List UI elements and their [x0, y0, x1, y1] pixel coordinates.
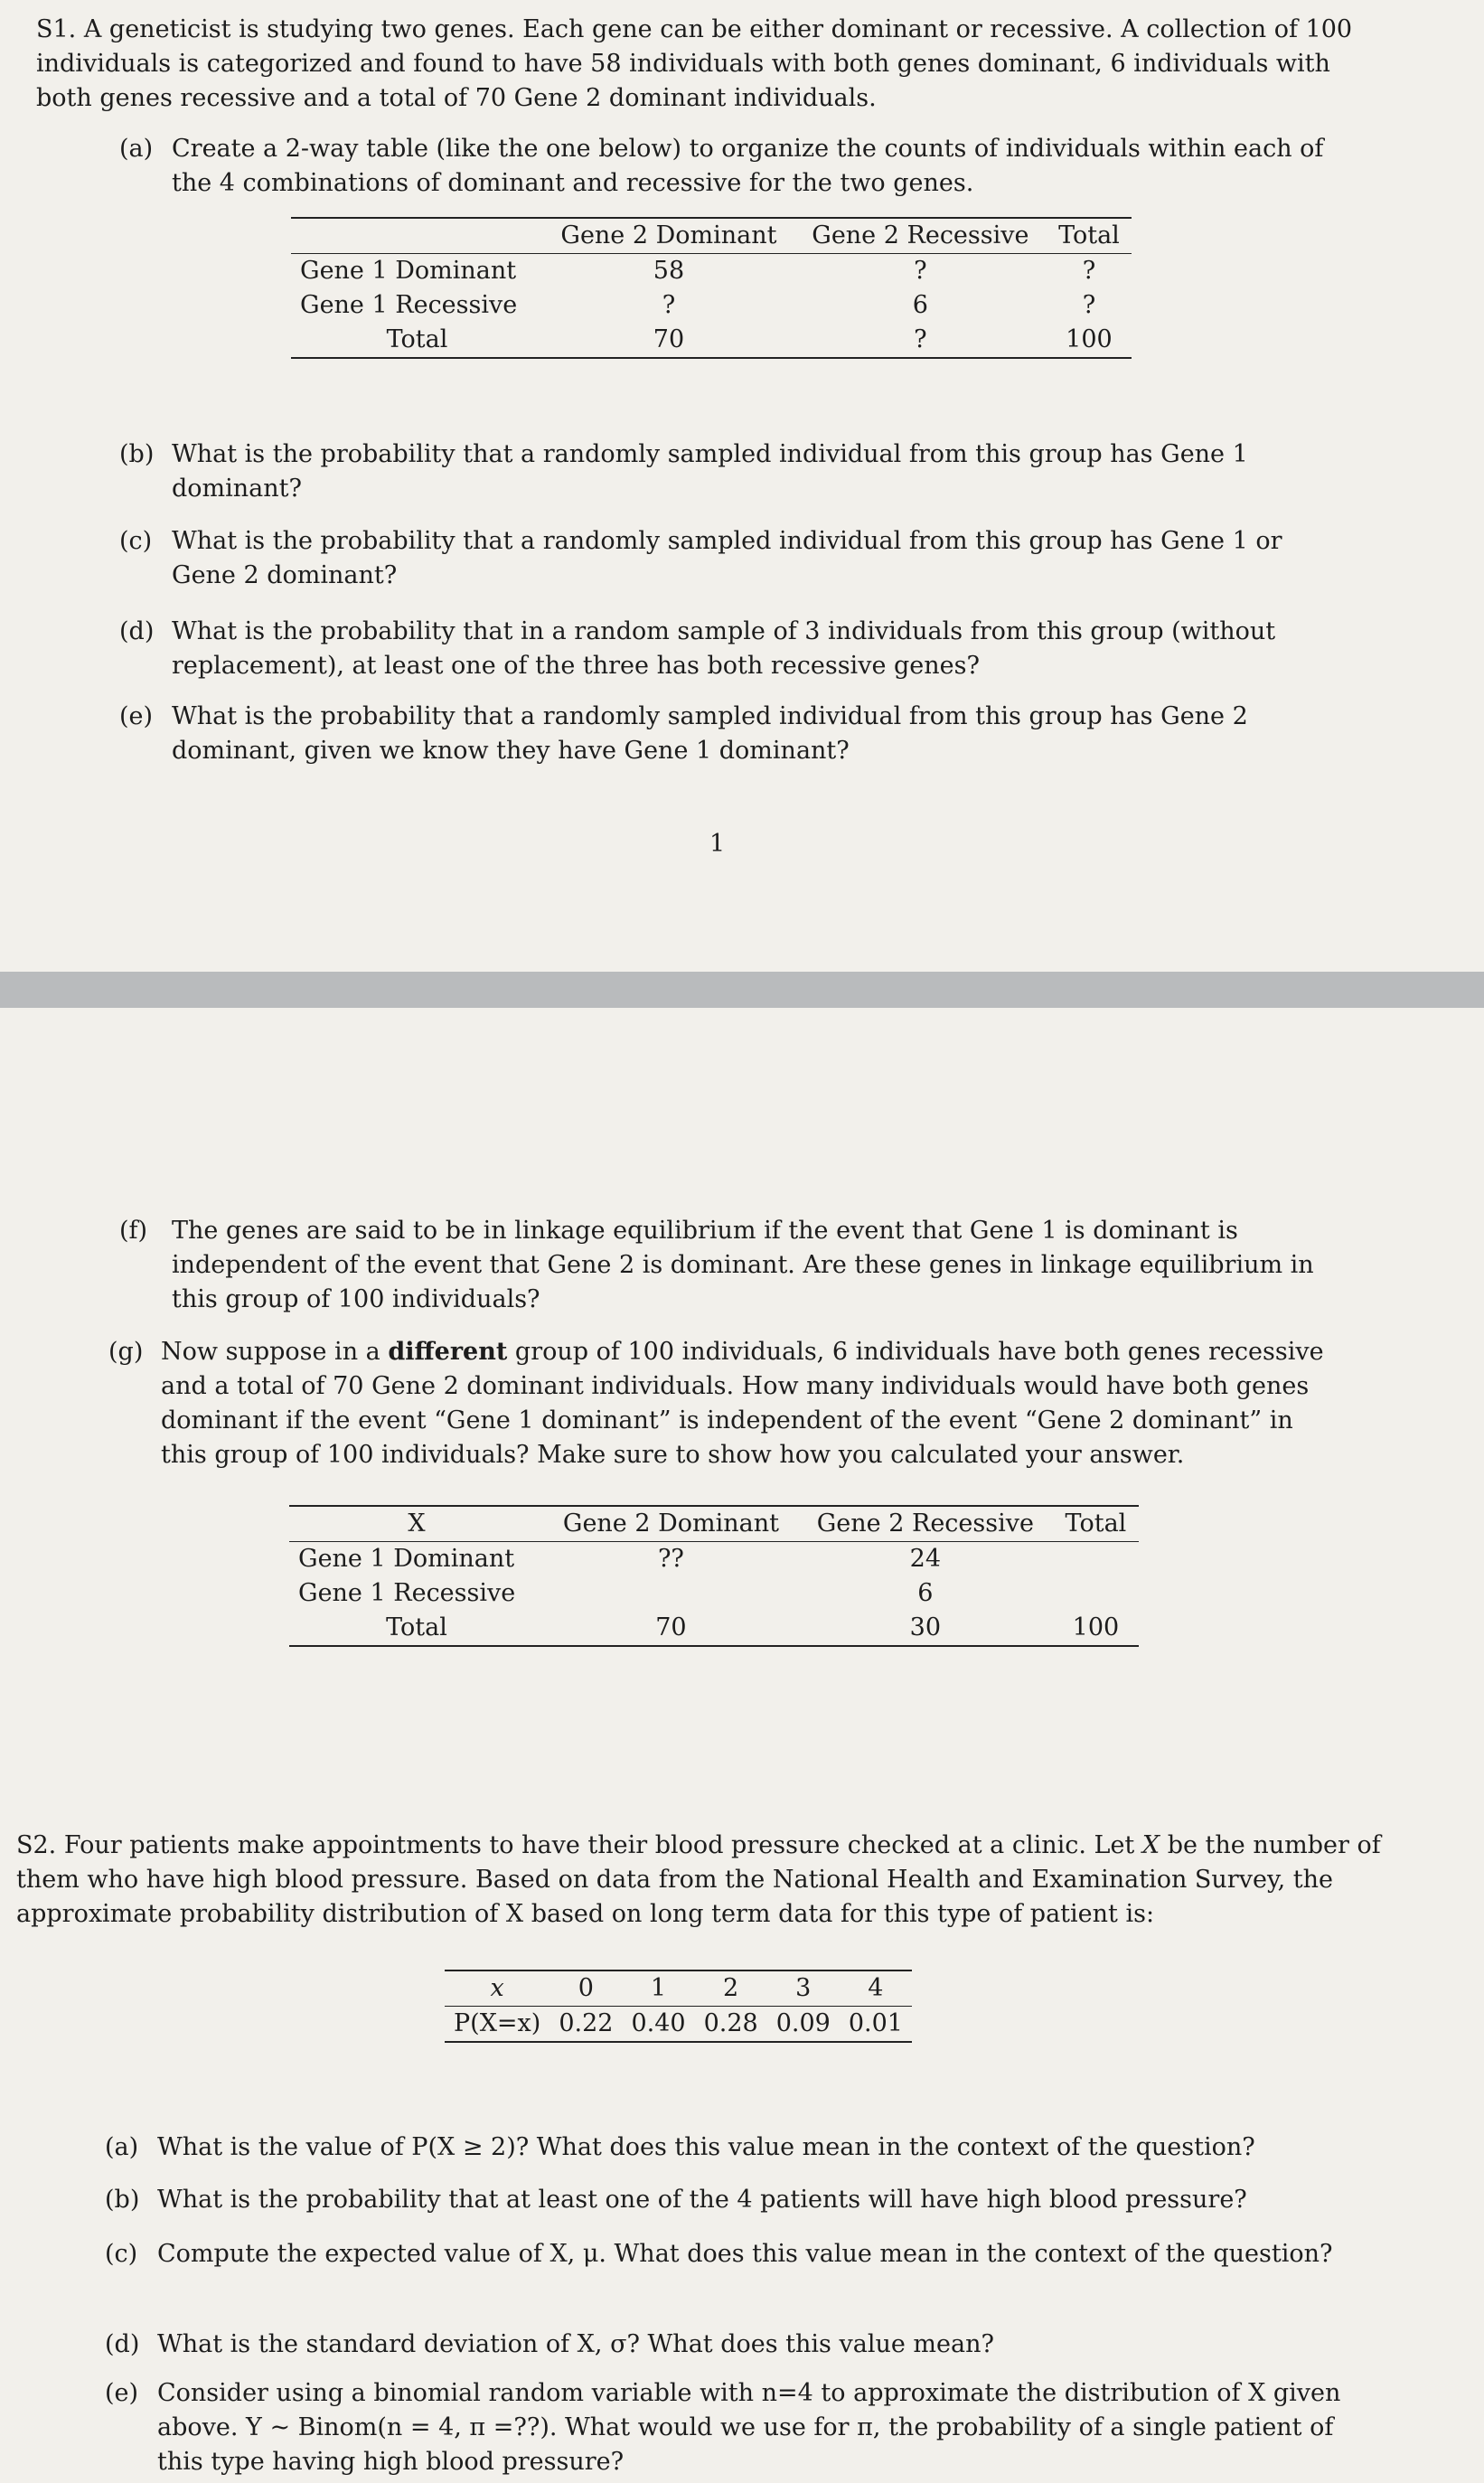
part-text: What is the probability that in a random sample of 3 individuals from this group (without replacement), at least one of the three has both recessive genes?: [172, 617, 1276, 680]
part-text: What is the probability that at least one of the 4 patients will have high blood pressure?: [157, 2186, 1247, 2214]
table-cell: ?: [914, 325, 927, 353]
table-header: Gene 2 Recessive: [812, 221, 1029, 249]
table-cell: 2: [723, 1974, 739, 2002]
part-label: (e): [105, 2379, 139, 2407]
part-text: The genes are said to be in linkage equilibrium if the event that Gene 1 is dominant is independent of the event that Gene 2 is dominant. Are these genes in linkage equilibrium in this group of 100 individuals?: [172, 1217, 1314, 1313]
table-cell: 6: [917, 1579, 934, 1607]
table-row: [289, 1542, 1139, 1577]
s1-part-g: [108, 1335, 1330, 1472]
table-row: [291, 254, 1132, 289]
table-cell: 24: [909, 1545, 942, 1573]
part-label: (g): [108, 1338, 144, 1366]
s1-part-d: [119, 615, 1330, 683]
table-cell: 0: [578, 1974, 594, 2002]
table-row: [291, 288, 1132, 323]
page-number: 1: [709, 830, 726, 858]
distribution-table: [445, 1970, 912, 2043]
s1-stem: S1. A geneticist is studying two genes. Each gene can be either dominant or recessive. A collection of 100 individuals is categorized and found to have 58 individuals with both genes dominant, 6 individuals with both genes recessive and a total of 70 Gene 2 dominant individuals.: [36, 15, 1353, 112]
part-label: (a): [105, 2133, 139, 2161]
table-cell: 100: [1066, 325, 1113, 353]
s2-part-c: [105, 2237, 1352, 2271]
part-text: What is the probability that a randomly sampled individual from this group has Gene 2 dominant, given we know they have Gene 1 dominant?: [172, 702, 1248, 765]
part-label: (f): [119, 1217, 148, 1245]
two-way-table-1: [291, 217, 1132, 359]
table-row: [289, 1576, 1139, 1611]
table-header: Gene 2 Dominant: [562, 1510, 779, 1538]
table-cell: ?: [662, 291, 676, 319]
row-label: Gene 1 Dominant: [298, 1545, 515, 1573]
table-row: [445, 2007, 912, 2043]
part-text: What is the standard deviation of X, σ? What does this value mean?: [157, 2330, 994, 2358]
table-cell: ??: [657, 1545, 684, 1573]
table-cell: 4: [868, 1974, 884, 2002]
part-text: What is the value of P(X ≥ 2)? What does this value mean in the context of the question?: [157, 2133, 1255, 2161]
part-text: Consider using a binomial random variable with n=4 to approximate the distribution of X given above. Y ~ Binom(n = 4, π =??). What would we use for π, the probability of a single patient of this type having high blood pressure?: [157, 2379, 1341, 2476]
row-label: Gene 1 Recessive: [298, 1579, 516, 1607]
page-two: [0, 1008, 1484, 2483]
row-label: P(X=x): [454, 2009, 541, 2037]
table-cell: ?: [1082, 291, 1096, 319]
table-cell: ?: [1082, 257, 1096, 285]
part-label: (b): [119, 440, 155, 468]
table-row: [445, 1970, 912, 2007]
page-one: [0, 0, 1484, 972]
table-row: [289, 1611, 1139, 1646]
row-label: Gene 1 Dominant: [300, 257, 517, 285]
table-cell: [1053, 1542, 1139, 1577]
table-header: Gene 2 Dominant: [560, 221, 777, 249]
table-cell: 70: [653, 325, 685, 353]
table-cell: [544, 1576, 798, 1611]
table-cell: 0.09: [775, 2009, 831, 2037]
page-divider: [0, 972, 1484, 1008]
s1-part-c: [119, 524, 1330, 593]
part-label: (c): [119, 527, 153, 555]
part-label: (d): [119, 617, 155, 645]
part-text: What is the probability that a randomly sampled individual from this group has Gene 1 or Gene 2 dominant?: [172, 527, 1282, 589]
s1-part-f: [119, 1214, 1330, 1317]
part-label: (d): [105, 2330, 140, 2358]
table-cell: 0.01: [848, 2009, 903, 2037]
table-cell: ?: [914, 257, 927, 285]
table-cell: 70: [655, 1613, 687, 1641]
part-text: Create a 2-way table (like the one below) to organize the counts of individuals within each of the 4 combinations of dominant and recessive for the two genes.: [172, 135, 1324, 197]
table-cell: 3: [795, 1974, 812, 2002]
part-label: (a): [119, 135, 154, 163]
s2-part-a: [105, 2130, 1352, 2165]
table-cell: [1053, 1576, 1139, 1611]
table-cell: 0.28: [703, 2009, 758, 2037]
part-text: What is the probability that a randomly sampled individual from this group has Gene 1 dominant?: [172, 440, 1248, 503]
s2-part-e: [105, 2376, 1352, 2479]
table-cell: 6: [912, 291, 928, 319]
s1-part-b: [119, 437, 1330, 506]
part-text: Now suppose in a different group of 100 individuals, 6 individuals have both genes recessive and a total of 70 Gene 2 dominant individuals. How many individuals would have both genes dominant if the event “Gene 1 dominant” is independent of the event “Gene 2 dominant” in this group of 100 individuals? Make sure to show how you calculated your answer.: [161, 1338, 1324, 1469]
part-label: (c): [105, 2240, 138, 2268]
table-cell: 0.22: [559, 2009, 614, 2037]
part-label: (e): [119, 702, 154, 730]
row-label: Total: [386, 325, 448, 353]
table-cell: 1: [650, 1974, 667, 2002]
s1-part-a: [119, 132, 1330, 201]
table-header: X: [408, 1510, 426, 1538]
row-label: Total: [386, 1613, 447, 1641]
emphasis-word: different: [388, 1338, 508, 1366]
table-cell: 58: [653, 257, 685, 285]
table-cell: 0.40: [631, 2009, 686, 2037]
table-cell: 100: [1072, 1613, 1120, 1641]
row-label: Gene 1 Recessive: [300, 291, 518, 319]
table-row: [291, 323, 1132, 358]
table-header: Total: [1065, 1510, 1127, 1538]
variable-x: X: [1141, 1831, 1160, 1859]
s2-stem: S2. Four patients make appointments to have their blood pressure checked at a clinic. Let X be the number of them who have high blood pressure. Based on data from the National Health and Examination Survey, the approximate probability distribution of X based on long term data for this type of patient is:: [16, 1831, 1381, 1928]
part-text: Compute the expected value of X, μ. What does this value mean in the context of the question?: [157, 2240, 1333, 2268]
s2-part-b: [105, 2183, 1352, 2217]
s2-part-d: [105, 2328, 1352, 2362]
table-header: [291, 218, 543, 254]
part-label: (b): [105, 2186, 140, 2214]
two-way-table-2: [289, 1505, 1139, 1647]
row-label: x: [490, 1974, 504, 2002]
s1-part-e: [119, 700, 1330, 768]
table-header: Total: [1058, 221, 1120, 249]
table-header: Gene 2 Recessive: [816, 1510, 1034, 1538]
table-cell: 30: [909, 1613, 942, 1641]
